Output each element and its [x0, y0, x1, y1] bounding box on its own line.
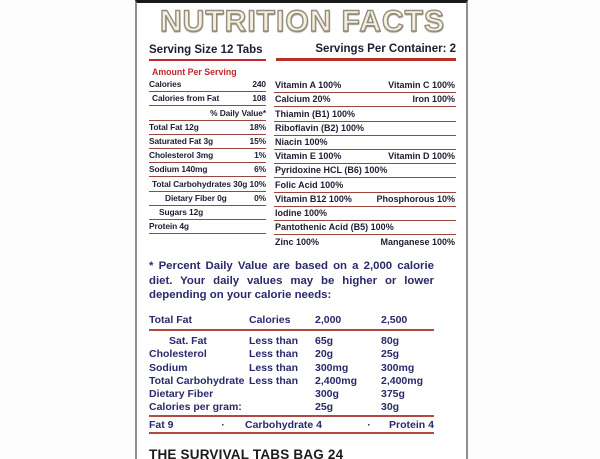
vitamin-row [274, 207, 456, 221]
dv-cell: Less than [249, 335, 299, 348]
dv-cell: Total Carbohydrate [149, 374, 245, 387]
vitamin-left: Riboflavin (B2) 100% [275, 122, 365, 133]
vitamin-left: Vitamin B12 100% [275, 193, 352, 204]
nutrient-value: 10% [249, 178, 266, 189]
daily-values-row [149, 374, 434, 387]
vitamin-row [274, 164, 456, 178]
vitamin-right: Iron 100% [412, 94, 455, 105]
vitamin-right: Vitamin D 100% [388, 151, 455, 162]
dv-cell: 375g [381, 387, 405, 400]
nutrient-label: Sugars 12g [159, 206, 204, 217]
daily-values-row [149, 334, 434, 347]
dv-cell: Sat. Fat [169, 335, 207, 348]
nutrient-columns [149, 64, 456, 249]
dv-cell: 300g [315, 387, 339, 400]
vitamin-left: Pyridoxine HCL (B6) 100% [275, 165, 388, 176]
nutrient-value: 6% [254, 164, 266, 175]
vitamin-left: Calcium 20% [275, 94, 331, 105]
table-rule [149, 329, 434, 331]
vitamin-left: Folic Acid 100% [275, 179, 344, 190]
daily-values-row [149, 360, 434, 373]
vitamin-row [274, 136, 456, 150]
amount-per-serving-header: Amount Per Serving [152, 67, 237, 77]
nutrient-value: 18% [249, 121, 266, 132]
dv-cell: Sodium [149, 361, 188, 374]
vitamin-right: Manganese 100% [380, 237, 455, 248]
label-title: NUTRITION FACTS [160, 5, 445, 38]
serving-size: Serving Size 12 Tabs [149, 44, 266, 61]
vitamin-row [274, 150, 456, 164]
daily-values-header-row [149, 311, 434, 326]
dv-cell: 25g [315, 401, 334, 414]
nutrient-value: 15% [249, 135, 266, 146]
nutrient-row [149, 78, 266, 92]
nutrient-value: % Daily Value* [210, 107, 266, 118]
nutrient-label: Sodium 140mg [149, 164, 208, 175]
daily-values-table [149, 311, 434, 413]
vitamin-row [274, 178, 456, 192]
vitamin-rows [274, 79, 456, 249]
nutrient-label: Calories [149, 79, 182, 90]
separator-dot: · [367, 419, 371, 432]
cpg-carbohydrate: Carbohydrate 4 [245, 419, 323, 432]
nutrient-value: 0% [254, 192, 266, 203]
nutrient-row [149, 206, 266, 220]
serving-info-row [149, 43, 456, 61]
daily-values-row [149, 400, 434, 413]
product-name: THE SURVIVAL TABS BAG 24 [149, 447, 344, 459]
dv-header-cell: 2,000 [315, 314, 342, 327]
vitamin-left: Vitamin E 100% [275, 151, 342, 162]
daily-values-row [149, 387, 434, 400]
nutrient-row [149, 177, 266, 191]
dv-header-cell: Calories [249, 314, 291, 327]
dv-cell: 300mg [315, 361, 349, 374]
vitamin-left: Thiamin (B1) 100% [275, 108, 356, 119]
vitamin-left: Niacin 100% [275, 136, 328, 147]
dv-cell: 65g [315, 335, 334, 348]
vitamin-row [274, 193, 456, 207]
dv-cell: 20g [315, 348, 334, 361]
dv-cell: 25g [381, 348, 400, 361]
vitamin-row [274, 93, 456, 107]
separator-dot: · [221, 419, 225, 432]
vitamin-right: Phosphorous 10% [376, 193, 455, 204]
nutrient-row [149, 135, 266, 149]
nutrient-label: Protein 4g [149, 221, 189, 232]
nutrient-column [149, 64, 266, 249]
nutrient-label: Calories from Fat [152, 93, 220, 104]
daily-values-rows [149, 334, 434, 413]
nutrient-label: Saturated Fat 3g [149, 135, 214, 146]
vitamin-column [274, 64, 456, 249]
nutrient-row [149, 106, 266, 120]
nutrient-row [149, 121, 266, 135]
dv-cell: 2,400mg [381, 374, 424, 387]
calories-per-gram-row [149, 415, 434, 434]
nutrient-rows [149, 78, 266, 234]
dv-cell: Less than [249, 348, 299, 361]
vitamin-right: Vitamin C 100% [388, 80, 455, 91]
nutrient-row [149, 149, 266, 163]
nutrient-value: 240 [252, 79, 266, 90]
dv-cell: Calories per gram: [149, 401, 242, 414]
cpg-fat: Fat 9 [149, 419, 174, 432]
vitamin-row [274, 107, 456, 121]
daily-values-row [149, 347, 434, 360]
daily-value-footnote: * Percent Daily Value are based on a 2,000 calorie diet. Your daily values may be higher or lower depending on your calorie needs: [149, 260, 434, 302]
vitamin-left: Pantothenic Acid (B5) 100% [275, 222, 394, 233]
vitamin-left: Vitamin A 100% [275, 80, 342, 91]
nutrient-row [149, 163, 266, 177]
dv-header-cell: 2,500 [381, 314, 408, 327]
dv-cell: Dietary Fiber [149, 387, 214, 400]
vitamin-row [274, 221, 456, 235]
nutrient-label: Total Fat 12g [149, 121, 199, 132]
servings-per-container: Servings Per Container: 2 [276, 43, 456, 61]
dv-cell: 80g [381, 335, 400, 348]
dv-cell: 2,400mg [315, 374, 358, 387]
dv-cell: Less than [249, 374, 299, 387]
nutrient-label: Dietary Fiber 0g [165, 192, 227, 203]
nutrient-row [149, 220, 266, 234]
nutrient-value: 108 [252, 93, 266, 104]
nutrient-value: 1% [254, 150, 266, 161]
nutrient-row [149, 92, 266, 106]
dv-cell: 300mg [381, 361, 415, 374]
vitamin-left: Zinc 100% [275, 237, 320, 248]
vitamin-row [274, 79, 456, 93]
vitamin-row [274, 122, 456, 136]
dv-cell: Cholesterol [149, 348, 207, 361]
nutrient-label: Cholesterol 3mg [149, 150, 214, 161]
nutrient-row [149, 192, 266, 206]
cpg-protein: Protein 4 [389, 419, 434, 432]
dv-cell: 30g [381, 401, 400, 414]
vitamin-left: Iodine 100% [275, 207, 328, 218]
vitamin-row [274, 235, 456, 249]
nutrient-label: Total Carbohydrates 30g [152, 178, 248, 189]
nutrition-facts-label [135, 0, 468, 459]
dv-header-cell: Total Fat [149, 314, 192, 327]
dv-cell: Less than [249, 361, 299, 374]
